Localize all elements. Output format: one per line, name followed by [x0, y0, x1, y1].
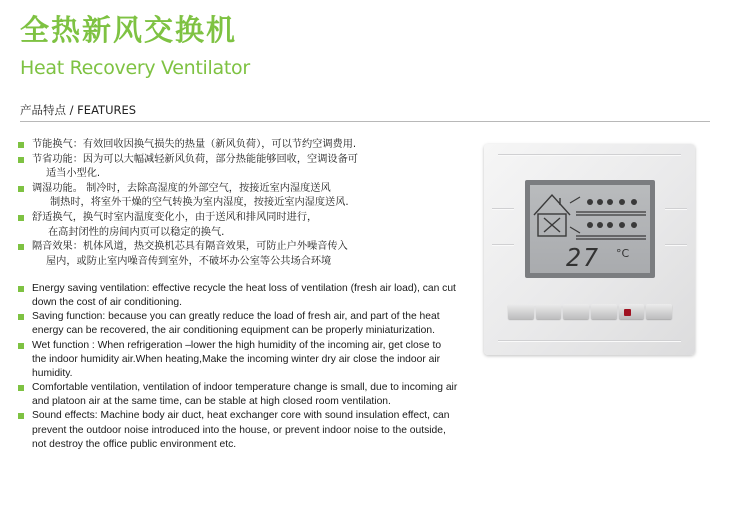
device-groove — [498, 340, 681, 341]
device-groove — [492, 244, 514, 245]
section-label: 产品特点 / FEATURES — [20, 103, 137, 117]
device-button — [591, 304, 617, 319]
list-item — [18, 211, 458, 240]
feature-cn-continuation: 在高封闭性的房间内页可以稳定的换气. — [48, 226, 225, 238]
feature-en-text: Energy saving ventilation: effective recycle the heat loss of ventilation (fresh air load), can cut down the cost of air conditioning. — [32, 283, 456, 309]
square-bullet-icon — [18, 186, 24, 192]
feature-en-text: Saving function: because you can greatly reduce the load of fresh air, and part of the heat energy can be recovered, the air conditioning equipment can be properly miniaturization. — [32, 311, 440, 337]
feature-cn-text: 节省功能：因为可以大幅减轻新风负荷，部分热能能够回收，空调设备可 — [32, 153, 358, 165]
list-item — [18, 240, 458, 269]
lcd-screen — [525, 180, 655, 278]
device-button-row — [508, 304, 672, 319]
device-button — [536, 304, 562, 319]
temperature-readout: 27 — [566, 243, 601, 272]
device-groove — [665, 244, 687, 245]
feature-cn-continuation: 适当小型化. — [46, 168, 101, 180]
list-item — [18, 310, 458, 338]
list-item — [18, 381, 458, 409]
square-bullet-icon — [18, 215, 24, 221]
square-bullet-icon — [18, 142, 24, 148]
temperature-unit: °C — [616, 247, 630, 260]
feature-en-text: Wet function : When refrigeration –lower the high humidity of the incoming air, get close to the indoor humidity air.When heating,Make the incoming winter dry air close the indoor air humidity. — [32, 339, 442, 379]
list-item — [18, 282, 458, 310]
list-item — [18, 138, 458, 153]
square-bullet-icon — [18, 286, 24, 292]
square-bullet-icon — [18, 244, 24, 250]
feature-en-text: Comfortable ventilation, ventilation of indoor temperature change is small, due to incoming air and platoon air at the same time, can be stable at high closed room ventilation. — [32, 382, 458, 408]
lcd-display — [530, 185, 650, 273]
device-groove — [665, 208, 687, 209]
device-button — [508, 304, 534, 319]
features-cn-list — [18, 138, 458, 269]
list-item — [18, 182, 458, 211]
list-item — [18, 339, 458, 381]
square-bullet-icon — [18, 343, 24, 349]
feature-cn-continuation: 屋内，或防止室内噪音传到室外，不破坏办公室等公共场合环境 — [46, 255, 332, 267]
house-icon — [534, 195, 570, 236]
feature-en-text: Sound effects: Machine body air duct, heat exchanger core with sound insulation effect, can prevent the outdoor noise introduced into the house, or prevent indoor noise to the outside, not destroy the office public environment etc. — [32, 410, 450, 450]
device-button — [563, 304, 589, 319]
feature-cn-text: 舒适换气，换气时室内温度变化小，由于送风和排风同时进行， — [32, 211, 318, 223]
list-item — [18, 409, 458, 451]
section-divider — [20, 121, 710, 122]
features-en-list — [18, 282, 458, 452]
fan-icon — [587, 199, 637, 228]
feature-cn-text: 节能换气：有效回收因换气损失的热量（新风负荷），可以节约空调费用. — [32, 139, 357, 150]
square-bullet-icon — [18, 314, 24, 320]
list-item — [18, 153, 458, 182]
power-led-indicator — [624, 309, 631, 316]
square-bullet-icon — [18, 413, 24, 419]
square-bullet-icon — [18, 385, 24, 391]
device-button — [646, 304, 672, 319]
page-title-cn: 全热新风交换机 — [20, 13, 238, 47]
feature-cn-continuation: 制热时，将室外干燥的空气转换为室内湿度，按接近室内湿度送风. — [50, 197, 349, 209]
device-groove — [498, 154, 681, 155]
device-groove — [492, 208, 514, 209]
page-title-en: Heat Recovery Ventilator — [20, 57, 250, 79]
square-bullet-icon — [18, 157, 24, 163]
thermostat-controller-image — [484, 144, 695, 355]
device-button — [619, 304, 645, 319]
feature-cn-text: 隔音效果：机体风道，热交换机芯具有隔音效果，可防止户外噪音传入 — [32, 241, 348, 253]
feature-cn-text: 调湿功能。 制冷时，去除高湿度的外部空气，按接近室内湿度送风 — [32, 182, 331, 194]
